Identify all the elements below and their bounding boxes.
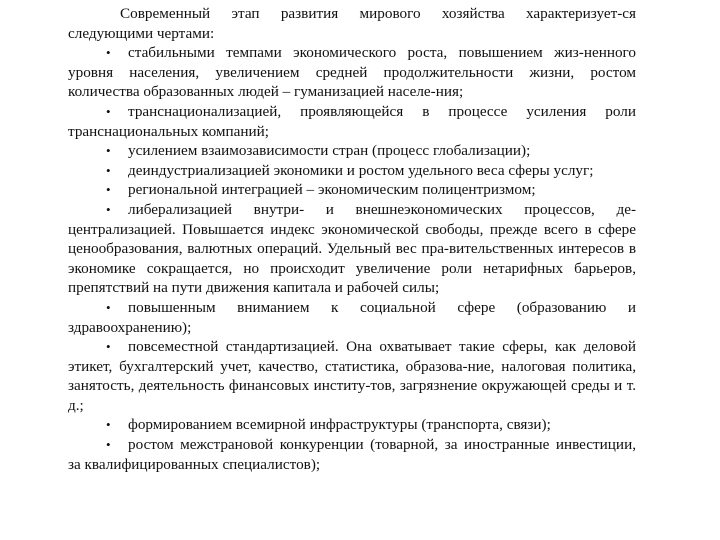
list-item [68, 415, 636, 435]
list-item [68, 161, 636, 181]
list-item [68, 141, 636, 161]
intro-paragraph: Современный этап развития мирового хозяйства характеризует-ся следующими чертами: [68, 5, 636, 42]
bullet-icon: • [106, 339, 111, 355]
list-item-text: повышенным вниманием к социальной сфере (образованию и здравоохранению); [68, 298, 636, 336]
list-item [68, 298, 636, 337]
list-item-text: деиндустриализацией экономики и ростом удельного веса сферы услуг; [128, 161, 594, 179]
list-item [68, 337, 636, 415]
list-item-text: формированием всемирной инфраструктуры (транспорта, связи); [128, 416, 551, 434]
list-item-text: либерализацией внутри- и внешнеэкономических процессов, де-централизацией. Повышается индекс экономической свободы, прежде всего в сфере ценообразования, валютных операций. Удельный вес пра-вительственных интересов в экономике сокращается, но происходит увеличение роли нетарифных барьеров, препятствий на пути движения капитала и рабочей силы; [68, 200, 636, 297]
bullet-icon: • [106, 143, 111, 159]
list-item-text: ростом межстрановой конкуренции (товарной, за иностранные инвестиции, за квалифицированных специалистов); [68, 436, 636, 473]
list-item-text: усилением взаимозависимости стран (процесс глобализации); [128, 142, 531, 160]
list-item-text: региональной интеграцией – экономическим полицентризмом; [128, 181, 536, 199]
list-item-text: транснационализацией, проявляющейся в процессе усиления роли транснациональных компаний; [68, 102, 636, 140]
bullet-icon: • [106, 45, 111, 61]
bullet-icon: • [106, 201, 111, 217]
bullet-icon: • [106, 417, 111, 433]
bullet-icon: • [106, 103, 111, 119]
document-page [68, 4, 636, 474]
bullet-icon: • [106, 182, 111, 198]
bullet-icon: • [106, 162, 111, 178]
list-item [68, 200, 636, 298]
list-item [68, 43, 636, 102]
list-item [68, 180, 636, 200]
list-item-text: повсеместной стандартизацией. Она охватывает такие сферы, как деловой этикет, бухгалтерский учет, качество, статистика, образова-ние, налоговая политика, занятость, деятельность финансовых институ-тов, загрязнение окружающей среды и т. д.; [68, 338, 636, 414]
list-item [68, 435, 636, 474]
bullet-icon: • [106, 437, 111, 453]
list-item [68, 102, 636, 141]
bullet-icon: • [106, 299, 111, 315]
list-item-text: стабильными темпами экономического роста, повышением жиз-ненного уровня населения, увеличением средней продолжительности жизни, ростом количества образованных людей – гуманизацией населе-ния; [68, 44, 636, 101]
